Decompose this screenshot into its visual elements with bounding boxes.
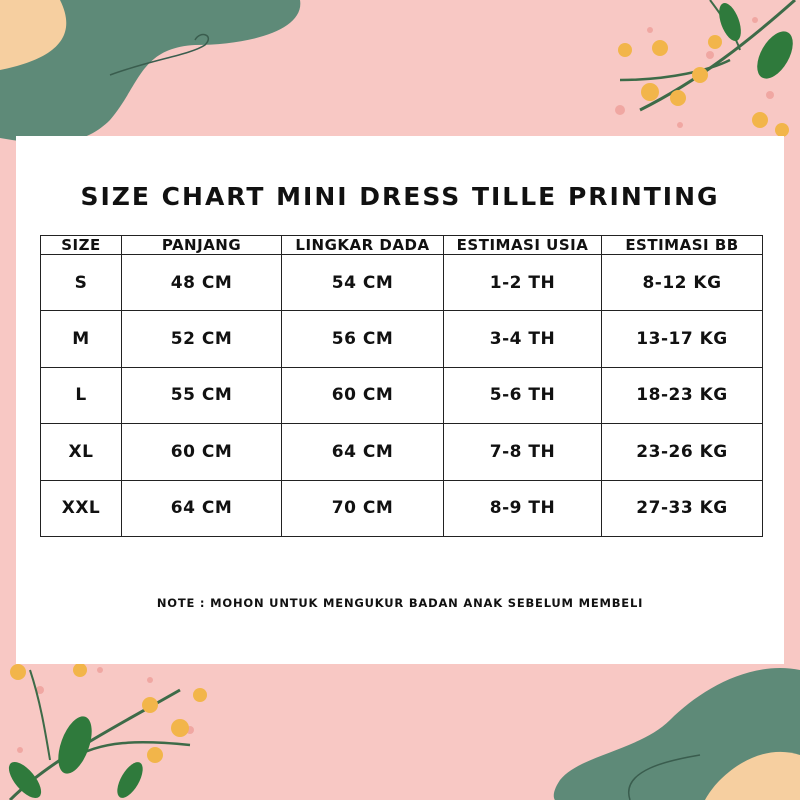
table-row <box>41 424 763 480</box>
cell-panjang: 48 CM <box>122 255 282 311</box>
cell-size: XXL <box>41 480 122 536</box>
cell-estimasi-usia: 1-2 TH <box>444 255 602 311</box>
column-header-estimasi-usia: ESTIMASI USIA <box>444 236 602 255</box>
column-header-lingkar-dada: LINGKAR DADA <box>282 236 444 255</box>
decorative-blob-bottom-right <box>470 650 800 800</box>
cell-lingkar-dada: 54 CM <box>282 255 444 311</box>
cell-panjang: 52 CM <box>122 311 282 367</box>
cell-panjang: 60 CM <box>122 424 282 480</box>
cell-panjang: 55 CM <box>122 367 282 423</box>
table-row <box>41 367 763 423</box>
cell-size: S <box>41 255 122 311</box>
cell-lingkar-dada: 60 CM <box>282 367 444 423</box>
cell-size: M <box>41 311 122 367</box>
cell-estimasi-bb: 23-26 KG <box>602 424 763 480</box>
cell-estimasi-usia: 3-4 TH <box>444 311 602 367</box>
column-header-size: SIZE <box>41 236 122 255</box>
decorative-blob-top-left <box>0 0 310 150</box>
cell-lingkar-dada: 56 CM <box>282 311 444 367</box>
cell-estimasi-bb: 27-33 KG <box>602 480 763 536</box>
table-row <box>41 255 763 311</box>
floral-branch-bottom-left <box>0 650 240 800</box>
size-table <box>40 235 763 537</box>
cell-size: L <box>41 367 122 423</box>
cell-estimasi-usia: 5-6 TH <box>444 367 602 423</box>
table-header-row <box>41 236 763 255</box>
cell-lingkar-dada: 70 CM <box>282 480 444 536</box>
cell-estimasi-usia: 8-9 TH <box>444 480 602 536</box>
cell-panjang: 64 CM <box>122 480 282 536</box>
cell-estimasi-bb: 13-17 KG <box>602 311 763 367</box>
table-row <box>41 480 763 536</box>
column-header-panjang: PANJANG <box>122 236 282 255</box>
cell-estimasi-bb: 8-12 KG <box>602 255 763 311</box>
cell-lingkar-dada: 64 CM <box>282 424 444 480</box>
cell-estimasi-bb: 18-23 KG <box>602 367 763 423</box>
chart-title: SIZE CHART MINI DRESS TILLE PRINTING <box>80 182 720 211</box>
cell-estimasi-usia: 7-8 TH <box>444 424 602 480</box>
size-chart-card <box>16 136 784 664</box>
column-header-estimasi-bb: ESTIMASI BB <box>602 236 763 255</box>
table-row <box>41 311 763 367</box>
floral-branch-top-right <box>560 0 800 150</box>
cell-size: XL <box>41 424 122 480</box>
measurement-note: NOTE : MOHON UNTUK MENGUKUR BADAN ANAK SEBELUM MEMBELI <box>156 596 644 610</box>
